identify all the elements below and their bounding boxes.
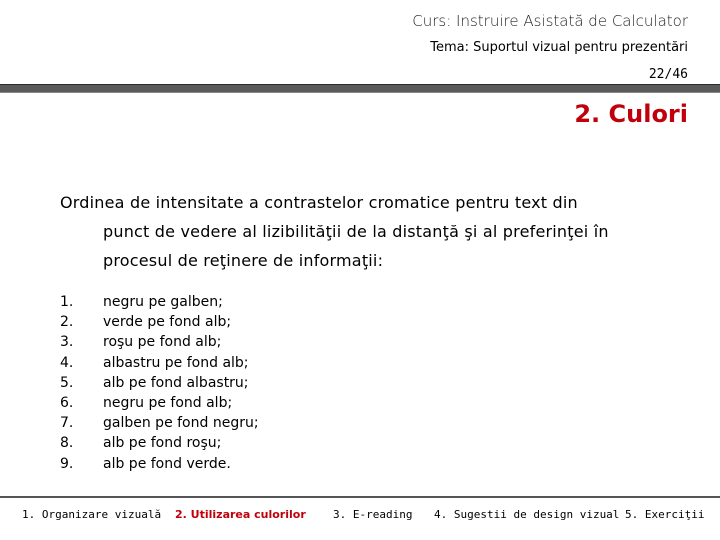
list-item-number: 3. <box>60 334 74 351</box>
footer-nav-culori[interactable]: 2. Utilizarea culorilor <box>175 508 306 521</box>
slide-title: 2. Culori <box>574 100 688 128</box>
list-item-number: 9. <box>60 455 74 472</box>
intro-continuation: punct de vedere al lizibilităţii de la distanţă şi al preferinţei în procesul de reţinere de informaţii: <box>103 222 609 270</box>
list-item-number: 4. <box>60 354 74 371</box>
list-item-text: alb pe fond verde. <box>103 455 231 472</box>
list-item-text: roşu pe fond alb; <box>103 334 222 351</box>
page-number: 22/46 <box>648 67 688 82</box>
list-item <box>60 312 259 332</box>
list-item-text: alb pe fond albastru; <box>103 374 249 391</box>
header-divider <box>0 84 720 93</box>
footer-nav-organizare[interactable]: 1. Organizare vizuală <box>22 508 162 521</box>
list-item <box>60 393 259 413</box>
list-item <box>60 413 259 433</box>
footer-divider <box>0 496 720 498</box>
list-item-text: galben pe fond negru; <box>103 415 259 432</box>
intro-first-line: Ordinea de intensitate a contrastelor cromatice pentru text din <box>60 193 578 212</box>
list-item-text: alb pe fond roşu; <box>103 435 222 452</box>
list-item <box>60 454 259 474</box>
list-item-text: negru pe fond alb; <box>103 395 233 412</box>
list-item <box>60 433 259 453</box>
topic-title: Tema: Suportul vizual pentru prezentări <box>430 40 688 55</box>
list-item <box>60 353 259 373</box>
list-item-number: 1. <box>60 294 74 310</box>
list-item <box>60 292 259 312</box>
list-item-number: 2. <box>60 314 74 331</box>
footer-nav-sugestii[interactable]: 4. Sugestii de design vizual <box>434 508 620 521</box>
contrast-list <box>60 292 259 474</box>
list-item-number: 7. <box>60 415 74 432</box>
intro-paragraph <box>60 188 680 275</box>
list-item-number: 8. <box>60 435 74 452</box>
course-title: Curs: Instruire Asistată de Calculator <box>412 12 688 30</box>
list-item-number: 5. <box>60 374 74 391</box>
footer-nav-exercitii[interactable]: 5. Exerciţii <box>625 508 705 521</box>
list-item <box>60 373 259 393</box>
list-item <box>60 332 259 352</box>
list-item-text: negru pe galben; <box>103 294 223 310</box>
list-item-text: albastru pe fond alb; <box>103 354 249 371</box>
list-item-text: verde pe fond alb; <box>103 314 232 331</box>
footer-nav-ereading[interactable]: 3. E-reading <box>333 508 413 521</box>
list-item-number: 6. <box>60 395 74 412</box>
